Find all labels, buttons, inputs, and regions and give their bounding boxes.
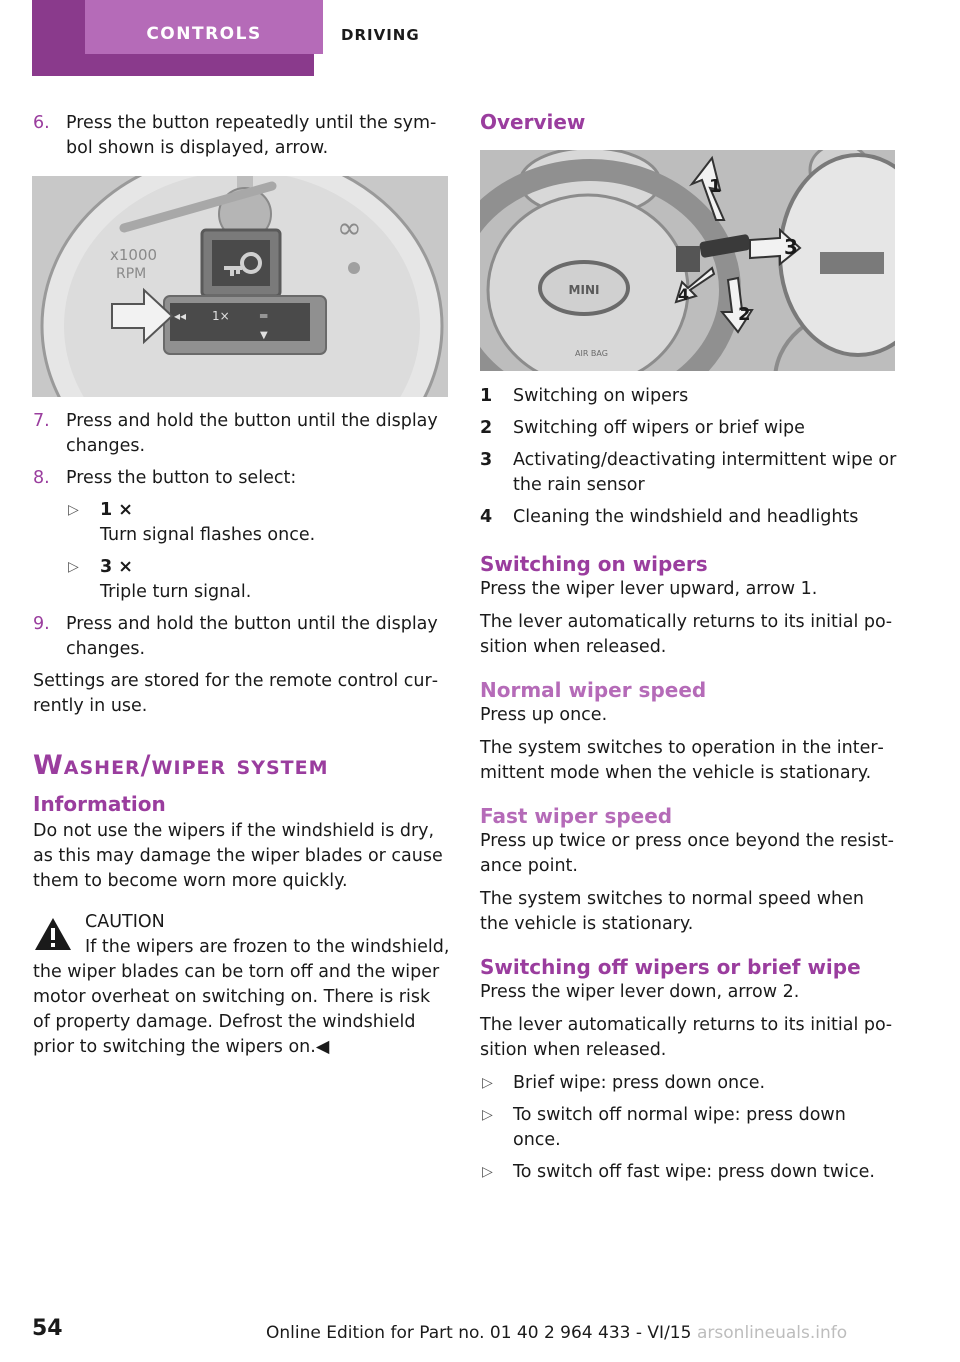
right-column: [480, 384, 898, 1192]
legend-item-1: [480, 384, 898, 409]
list-item: [480, 1103, 898, 1153]
step-text: Press and hold the button until the display changes.: [66, 614, 438, 659]
section-heading: Washer/wiper system: [33, 750, 329, 781]
legend-item-3: [480, 448, 898, 498]
triangle-bullet-icon: ▷: [482, 1164, 493, 1180]
legend-number: 1: [480, 386, 493, 406]
svg-text:2: 2: [738, 304, 751, 325]
legend-item-4: [480, 505, 898, 530]
legend-text: Switching on wipers: [513, 386, 689, 406]
normal-speed-text-1: Press up once.: [480, 705, 608, 725]
switching-on-text-1: Press the wiper lever upward, arrow 1.: [480, 579, 818, 599]
step-text: Press and hold the button until the display changes.: [66, 411, 438, 456]
step-number: 9.: [33, 614, 50, 634]
switching-on-heading: Switching on wipers: [480, 552, 708, 576]
option-glyph: 3 ⨯: [100, 557, 133, 577]
step-7: [33, 409, 451, 459]
triangle-bullet-icon: ▷: [482, 1107, 493, 1123]
warning-triangle-icon: [33, 916, 73, 952]
svg-text:3: 3: [784, 235, 798, 259]
caution-title: CAUTION: [85, 912, 165, 932]
step-number: 8.: [33, 468, 50, 488]
overview-heading: Overview: [480, 110, 586, 134]
step-9: [33, 612, 451, 662]
legend-text: Switching off wipers or brief wipe: [513, 418, 805, 438]
list-item-text: To switch off normal wipe: press down once.: [513, 1105, 846, 1150]
instrument-cluster-figure: [32, 176, 448, 397]
caution-text: If the wipers are frozen to the windshield, the wiper blades can be torn off and the wiper motor overheat on switching on. There is risk of property damage. Defrost the windshield prior to switching the wipers on.◀: [33, 937, 450, 1057]
switching-off-heading: Switching off wipers or brief wipe: [480, 955, 861, 979]
svg-text:═: ═: [260, 309, 268, 323]
settings-note: Settings are stored for the remote control cur‐rently in use.: [33, 671, 439, 716]
legend-text: Activating/deactivating intermittent wipe or the rain sensor: [513, 450, 897, 495]
wiper-lever-illustration: [480, 150, 895, 371]
svg-text:1: 1: [709, 176, 722, 197]
option-1x: [33, 498, 451, 548]
step-6: [33, 111, 451, 161]
triangle-bullet-icon: ▷: [68, 559, 79, 575]
information-text: Do not use the wipers if the windshield is dry, as this may damage the wiper blades or cause them to become worn more quickly.: [33, 821, 443, 891]
step-text: Press the button to select:: [66, 468, 297, 488]
svg-text:◂◂: ◂◂: [174, 309, 187, 323]
legend-number: 3: [480, 450, 493, 470]
tab-controls[interactable]: CONTROLS: [85, 0, 323, 54]
instrument-cluster-illustration: [32, 176, 448, 397]
option-3x: [33, 555, 451, 605]
fast-speed-text-1: Press up twice or press once beyond the resist‐ance point.: [480, 831, 894, 876]
list-item-text: To switch off fast wipe: press down twice.: [513, 1162, 875, 1182]
page-number: 54: [32, 1316, 63, 1341]
legend-number: 4: [480, 507, 493, 527]
tab-driving[interactable]: DRIVING: [341, 26, 420, 44]
svg-text:MINI: MINI: [568, 283, 600, 297]
triangle-bullet-icon: ▷: [68, 502, 79, 518]
switching-on-text-2: The lever automatically returns to its initial po‐sition when released.: [480, 612, 893, 657]
svg-text:∞: ∞: [337, 211, 362, 246]
legend-item-2: [480, 416, 898, 441]
step-8: [33, 466, 451, 491]
svg-text:RPM: RPM: [116, 266, 147, 282]
airbag-label: AIR BAG: [575, 349, 608, 358]
option-text: Turn signal flashes once.: [100, 525, 316, 545]
normal-speed-text-2: The system switches to operation in the inter‐mittent mode when the vehicle is stationary.: [480, 738, 884, 783]
svg-text:4: 4: [678, 285, 690, 304]
right-column-top: [480, 110, 898, 135]
cluster-display-value: 1×: [212, 309, 230, 323]
legend-text: Cleaning the windshield and headlights: [513, 507, 859, 527]
left-column: [33, 111, 451, 168]
step-number: 6.: [33, 113, 50, 133]
left-column-lower: [33, 409, 451, 1060]
header-tab-bar: [32, 0, 314, 76]
list-item: [480, 1071, 898, 1096]
option-text: Triple turn signal.: [100, 582, 252, 602]
step-text: Press the button repeatedly until the sym‐bol shown is displayed, arrow.: [66, 113, 437, 158]
svg-text:x1000: x1000: [110, 246, 158, 264]
wiper-lever-figure: [480, 150, 895, 371]
normal-speed-heading: Normal wiper speed: [480, 678, 707, 702]
option-glyph: 1 ⨯: [100, 500, 133, 520]
watermark-logo: arsonlineuals.info: [697, 1323, 848, 1343]
triangle-bullet-icon: ▷: [482, 1075, 493, 1091]
svg-text:▼: ▼: [260, 330, 268, 341]
step-number: 7.: [33, 411, 50, 431]
switching-off-text-1: Press the wiper lever down, arrow 2.: [480, 982, 800, 1002]
list-item-text: Brief wipe: press down once.: [513, 1073, 766, 1093]
fast-speed-text-2: The system switches to normal speed when the vehicle is stationary.: [480, 889, 864, 934]
switching-off-text-2: The lever automatically returns to its initial po‐sition when released.: [480, 1015, 893, 1060]
edition-footer: Online Edition for Part no. 01 40 2 964 433 - VI/15: [266, 1323, 692, 1343]
information-heading: Information: [33, 792, 166, 816]
fast-speed-heading: Fast wiper speed: [480, 804, 673, 828]
legend-number: 2: [480, 418, 493, 438]
list-item: [480, 1160, 898, 1185]
caution-block: [33, 910, 451, 1060]
